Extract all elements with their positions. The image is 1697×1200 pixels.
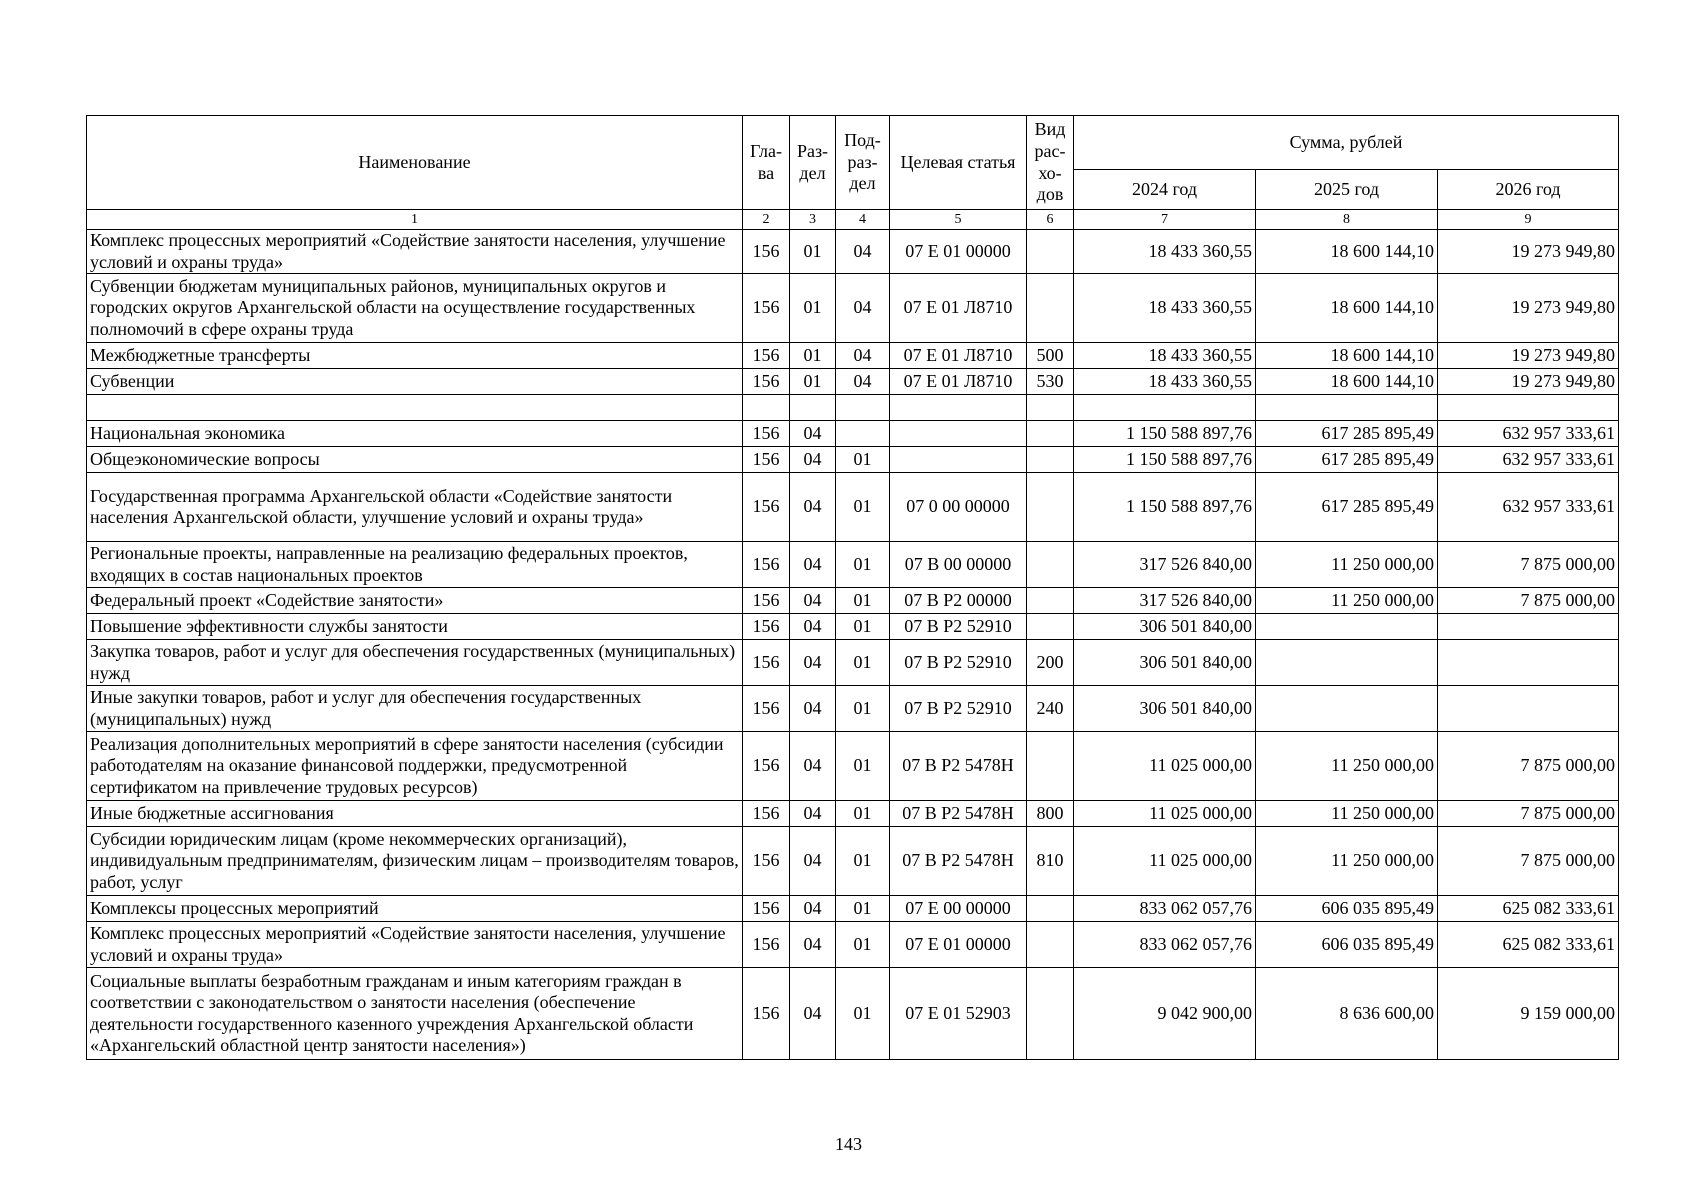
- column-number: 6: [1027, 210, 1074, 230]
- header-celevaya-statya: Целевая статья: [890, 116, 1027, 210]
- row-sum-2024: 11 025 000,00: [1074, 732, 1256, 801]
- row-sum-2024: 833 062 057,76: [1074, 896, 1256, 922]
- row-sum-2026: 632 957 333,61: [1438, 447, 1619, 473]
- row-sum-2026: [1438, 686, 1619, 732]
- row-razdel: 01: [790, 230, 836, 274]
- row-sum-2024: 11 025 000,00: [1074, 801, 1256, 827]
- row-podrazdel: 01: [836, 542, 890, 588]
- row-vid-rashodov: [1027, 473, 1074, 542]
- row-sum-2026: 19 273 949,80: [1438, 230, 1619, 274]
- row-glava: 156: [743, 369, 790, 395]
- row-name: Государственная программа Архангельской области «Содействие занятости населения Архангельской области, улучшение условий и охраны труда»: [87, 473, 743, 542]
- row-glava: 156: [743, 922, 790, 968]
- row-sum-2026: 9 159 000,00: [1438, 968, 1619, 1060]
- table-body: [87, 230, 1619, 1060]
- row-sum-2026: [1438, 640, 1619, 686]
- row-name: Субсидии юридическим лицам (кроме некоммерческих организаций), индивидуальным предпринимателям, физическим лицам – производителям товаров, работ, услуг: [87, 827, 743, 896]
- table-row: [87, 614, 1619, 640]
- row-sum-2024: 1 150 588 897,76: [1074, 447, 1256, 473]
- row-celevaya-statya: 07 Е 01 00000: [890, 922, 1027, 968]
- row-razdel: 04: [790, 473, 836, 542]
- row-sum-2026: 19 273 949,80: [1438, 369, 1619, 395]
- row-razdel: 04: [790, 896, 836, 922]
- row-vid-rashodov: [1027, 614, 1074, 640]
- row-vid-rashodov: [1027, 968, 1074, 1060]
- row-name: Федеральный проект «Содействие занятости»: [87, 588, 743, 614]
- row-sum-2026: [1438, 614, 1619, 640]
- row-sum-2026: 7 875 000,00: [1438, 588, 1619, 614]
- table-row: [87, 827, 1619, 896]
- row-sum-2024: 18 433 360,55: [1074, 369, 1256, 395]
- row-name: Реализация дополнительных мероприятий в сфере занятости населения (субсидии работодателям на оказание финансовой поддержки, предусмотренной сертификатом на привлечение трудовых ресурсов): [87, 732, 743, 801]
- row-razdel: 04: [790, 922, 836, 968]
- table-row: [87, 395, 1619, 421]
- row-name: Социальные выплаты безработным гражданам и иным категориям граждан в соответствии с законодательством о занятости населения (обеспечение деятельности государственного казенного учреждения Архангельской области «Архангельский областной центр занятости населения»): [87, 968, 743, 1060]
- row-celevaya-statya: 07 В 00 00000: [890, 542, 1027, 588]
- row-razdel: 04: [790, 640, 836, 686]
- row-name: Повышение эффективности службы занятости: [87, 614, 743, 640]
- row-vid-rashodov: [1027, 588, 1074, 614]
- row-razdel: 04: [790, 421, 836, 447]
- table-row: [87, 640, 1619, 686]
- row-sum-2024: 306 501 840,00: [1074, 614, 1256, 640]
- row-name: Субвенции бюджетам муниципальных районов, муниципальных округов и городских округов Архангельской области на осуществление государственных полномочий в сфере охраны труда: [87, 274, 743, 343]
- row-vid-rashodov: 810: [1027, 827, 1074, 896]
- row-glava: 156: [743, 801, 790, 827]
- row-name: Закупка товаров, работ и услуг для обеспечения государственных (муниципальных) нужд: [87, 640, 743, 686]
- table-row: [87, 588, 1619, 614]
- row-name: Комплекс процессных мероприятий «Содействие занятости населения, улучшение условий и охраны труда»: [87, 922, 743, 968]
- row-celevaya-statya: 07 В Р2 5478Н: [890, 732, 1027, 801]
- row-name: Региональные проекты, направленные на реализацию федеральных проектов, входящих в состав национальных проектов: [87, 542, 743, 588]
- row-sum-2024: 306 501 840,00: [1074, 640, 1256, 686]
- row-razdel: 04: [790, 614, 836, 640]
- table-row: [87, 447, 1619, 473]
- row-sum-2026: 19 273 949,80: [1438, 274, 1619, 343]
- row-glava: 156: [743, 732, 790, 801]
- header-name: Наименование: [87, 116, 743, 210]
- table-row: [87, 274, 1619, 343]
- row-celevaya-statya: 07 В Р2 5478Н: [890, 801, 1027, 827]
- row-podrazdel: 04: [836, 343, 890, 369]
- row-podrazdel: [836, 395, 890, 421]
- row-podrazdel: 01: [836, 896, 890, 922]
- row-vid-rashodov: 530: [1027, 369, 1074, 395]
- row-sum-2025: [1256, 395, 1438, 421]
- row-sum-2024: 317 526 840,00: [1074, 588, 1256, 614]
- row-name: Национальная экономика: [87, 421, 743, 447]
- row-sum-2024: 18 433 360,55: [1074, 343, 1256, 369]
- table-row: [87, 230, 1619, 274]
- row-sum-2026: 7 875 000,00: [1438, 801, 1619, 827]
- header-vid-rashodov: Вид рас-хо-дов: [1027, 116, 1074, 210]
- row-vid-rashodov: [1027, 542, 1074, 588]
- row-celevaya-statya: 07 В Р2 5478Н: [890, 827, 1027, 896]
- row-sum-2026: 625 082 333,61: [1438, 896, 1619, 922]
- row-name: Общеэкономические вопросы: [87, 447, 743, 473]
- row-podrazdel: 04: [836, 274, 890, 343]
- row-razdel: 01: [790, 274, 836, 343]
- column-number-row: [87, 210, 1619, 230]
- row-celevaya-statya: 07 Е 00 00000: [890, 896, 1027, 922]
- row-sum-2025: 8 636 600,00: [1256, 968, 1438, 1060]
- row-celevaya-statya: 07 Е 01 00000: [890, 230, 1027, 274]
- row-celevaya-statya: 07 Е 01 Л8710: [890, 369, 1027, 395]
- row-vid-rashodov: [1027, 395, 1074, 421]
- row-glava: 156: [743, 827, 790, 896]
- row-sum-2025: 617 285 895,49: [1256, 421, 1438, 447]
- table-row: [87, 686, 1619, 732]
- row-sum-2025: [1256, 614, 1438, 640]
- column-number: 1: [87, 210, 743, 230]
- header-glava: Гла-ва: [743, 116, 790, 210]
- row-vid-rashodov: [1027, 421, 1074, 447]
- row-razdel: 04: [790, 447, 836, 473]
- row-sum-2025: 617 285 895,49: [1256, 447, 1438, 473]
- row-vid-rashodov: 800: [1027, 801, 1074, 827]
- header-summa: Сумма, рублей: [1074, 116, 1619, 170]
- column-number: 5: [890, 210, 1027, 230]
- row-glava: [743, 395, 790, 421]
- row-sum-2025: 11 250 000,00: [1256, 801, 1438, 827]
- row-podrazdel: [836, 421, 890, 447]
- row-sum-2025: 18 600 144,10: [1256, 369, 1438, 395]
- row-celevaya-statya: 07 Е 01 52903: [890, 968, 1027, 1060]
- row-sum-2025: [1256, 686, 1438, 732]
- row-podrazdel: 01: [836, 640, 890, 686]
- row-glava: 156: [743, 896, 790, 922]
- row-celevaya-statya: 07 Е 01 Л8710: [890, 343, 1027, 369]
- row-sum-2026: 7 875 000,00: [1438, 542, 1619, 588]
- row-sum-2024: 833 062 057,76: [1074, 922, 1256, 968]
- row-vid-rashodov: [1027, 922, 1074, 968]
- row-glava: 156: [743, 447, 790, 473]
- row-name: Межбюджетные трансферты: [87, 343, 743, 369]
- table-row: [87, 369, 1619, 395]
- row-celevaya-statya: 07 В Р2 52910: [890, 640, 1027, 686]
- row-sum-2025: 606 035 895,49: [1256, 922, 1438, 968]
- row-sum-2026: 632 957 333,61: [1438, 421, 1619, 447]
- row-name: Субвенции: [87, 369, 743, 395]
- row-podrazdel: 04: [836, 369, 890, 395]
- table-row: [87, 968, 1619, 1060]
- row-sum-2024: 1 150 588 897,76: [1074, 421, 1256, 447]
- column-number: 2: [743, 210, 790, 230]
- table-row: [87, 421, 1619, 447]
- row-glava: 156: [743, 614, 790, 640]
- table-row: [87, 343, 1619, 369]
- header-year-2025: 2025 год: [1256, 170, 1438, 210]
- row-razdel: 04: [790, 827, 836, 896]
- column-number: 8: [1256, 210, 1438, 230]
- row-name: Иные закупки товаров, работ и услуг для обеспечения государственных (муниципальных) нужд: [87, 686, 743, 732]
- row-podrazdel: 01: [836, 968, 890, 1060]
- row-celevaya-statya: [890, 421, 1027, 447]
- row-sum-2024: 306 501 840,00: [1074, 686, 1256, 732]
- row-glava: 156: [743, 473, 790, 542]
- row-sum-2025: 18 600 144,10: [1256, 343, 1438, 369]
- header-razdel: Раз-дел: [790, 116, 836, 210]
- row-vid-rashodov: [1027, 896, 1074, 922]
- row-sum-2025: 11 250 000,00: [1256, 588, 1438, 614]
- row-celevaya-statya: 07 Е 01 Л8710: [890, 274, 1027, 343]
- row-vid-rashodov: 500: [1027, 343, 1074, 369]
- table-row: [87, 542, 1619, 588]
- row-sum-2024: [1074, 395, 1256, 421]
- row-sum-2024: 1 150 588 897,76: [1074, 473, 1256, 542]
- row-celevaya-statya: [890, 395, 1027, 421]
- row-sum-2024: 317 526 840,00: [1074, 542, 1256, 588]
- row-razdel: [790, 395, 836, 421]
- row-podrazdel: 01: [836, 801, 890, 827]
- row-sum-2026: [1438, 395, 1619, 421]
- row-name: Комплекс процессных мероприятий «Содействие занятости населения, улучшение условий и охраны труда»: [87, 230, 743, 274]
- row-razdel: 01: [790, 343, 836, 369]
- row-sum-2025: 606 035 895,49: [1256, 896, 1438, 922]
- table-row: [87, 922, 1619, 968]
- row-glava: 156: [743, 274, 790, 343]
- row-sum-2025: 11 250 000,00: [1256, 542, 1438, 588]
- row-podrazdel: 01: [836, 447, 890, 473]
- row-vid-rashodov: [1027, 274, 1074, 343]
- row-razdel: 04: [790, 686, 836, 732]
- row-sum-2025: 18 600 144,10: [1256, 274, 1438, 343]
- row-razdel: 04: [790, 968, 836, 1060]
- header-year-2024: 2024 год: [1074, 170, 1256, 210]
- row-vid-rashodov: [1027, 447, 1074, 473]
- row-name: [87, 395, 743, 421]
- row-sum-2024: 18 433 360,55: [1074, 274, 1256, 343]
- table-row: [87, 473, 1619, 542]
- row-glava: 156: [743, 640, 790, 686]
- row-glava: 156: [743, 421, 790, 447]
- row-glava: 156: [743, 542, 790, 588]
- row-vid-rashodov: 240: [1027, 686, 1074, 732]
- row-podrazdel: 01: [836, 473, 890, 542]
- row-podrazdel: 01: [836, 827, 890, 896]
- row-vid-rashodov: 200: [1027, 640, 1074, 686]
- row-celevaya-statya: [890, 447, 1027, 473]
- row-glava: 156: [743, 686, 790, 732]
- row-sum-2024: 9 042 900,00: [1074, 968, 1256, 1060]
- row-sum-2025: 18 600 144,10: [1256, 230, 1438, 274]
- row-glava: 156: [743, 230, 790, 274]
- table-row: [87, 801, 1619, 827]
- row-podrazdel: 01: [836, 732, 890, 801]
- row-podrazdel: 01: [836, 686, 890, 732]
- row-celevaya-statya: 07 В Р2 00000: [890, 588, 1027, 614]
- row-celevaya-statya: 07 В Р2 52910: [890, 614, 1027, 640]
- row-sum-2026: 19 273 949,80: [1438, 343, 1619, 369]
- row-razdel: 04: [790, 732, 836, 801]
- row-sum-2025: 11 250 000,00: [1256, 827, 1438, 896]
- row-sum-2026: 7 875 000,00: [1438, 827, 1619, 896]
- row-vid-rashodov: [1027, 230, 1074, 274]
- row-name: Иные бюджетные ассигнования: [87, 801, 743, 827]
- row-razdel: 04: [790, 801, 836, 827]
- row-razdel: 01: [790, 369, 836, 395]
- row-sum-2026: 625 082 333,61: [1438, 922, 1619, 968]
- row-sum-2026: 632 957 333,61: [1438, 473, 1619, 542]
- row-sum-2024: 18 433 360,55: [1074, 230, 1256, 274]
- row-sum-2024: 11 025 000,00: [1074, 827, 1256, 896]
- table-row: [87, 896, 1619, 922]
- row-podrazdel: 01: [836, 588, 890, 614]
- row-vid-rashodov: [1027, 732, 1074, 801]
- row-celevaya-statya: 07 0 00 00000: [890, 473, 1027, 542]
- row-podrazdel: 01: [836, 614, 890, 640]
- row-razdel: 04: [790, 588, 836, 614]
- row-sum-2026: 7 875 000,00: [1438, 732, 1619, 801]
- row-sum-2025: 11 250 000,00: [1256, 732, 1438, 801]
- column-number: 4: [836, 210, 890, 230]
- row-celevaya-statya: 07 В Р2 52910: [890, 686, 1027, 732]
- budget-table: [86, 115, 1619, 1060]
- row-glava: 156: [743, 588, 790, 614]
- column-number: 9: [1438, 210, 1619, 230]
- column-number: 3: [790, 210, 836, 230]
- row-glava: 156: [743, 343, 790, 369]
- row-razdel: 04: [790, 542, 836, 588]
- row-name: Комплексы процессных мероприятий: [87, 896, 743, 922]
- row-podrazdel: 04: [836, 230, 890, 274]
- row-glava: 156: [743, 968, 790, 1060]
- page-number: 143: [835, 1134, 862, 1154]
- row-sum-2025: 617 285 895,49: [1256, 473, 1438, 542]
- header-podrazdel: Под-раз-дел: [836, 116, 890, 210]
- row-sum-2025: [1256, 640, 1438, 686]
- header-year-2026: 2026 год: [1438, 170, 1619, 210]
- row-podrazdel: 01: [836, 922, 890, 968]
- table-row: [87, 732, 1619, 801]
- column-number: 7: [1074, 210, 1256, 230]
